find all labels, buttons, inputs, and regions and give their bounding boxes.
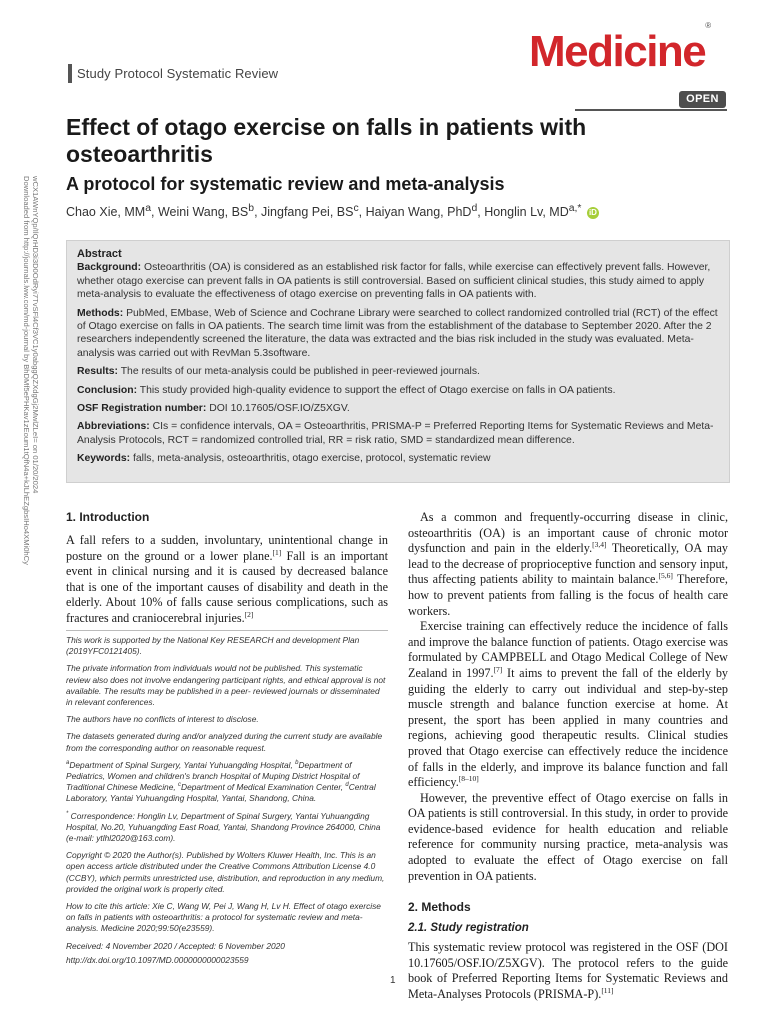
- right-column: [408, 510, 728, 1003]
- affiliation-marker: c: [178, 782, 182, 789]
- left-column: [66, 510, 388, 627]
- footnotes: [66, 635, 388, 972]
- author-affiliation: a,*: [568, 203, 582, 214]
- abstract-osf: [77, 402, 719, 415]
- download-watermark-svg: [18, 176, 40, 646]
- introduction-paragraph: [66, 533, 388, 627]
- privacy-note: The private information from individuals would not be published. This systematic review also does not involve endangering participant rights, and ethical approval is not available. The results may be published in a peer- reviewed journals or disseminated in relevant conferences.: [66, 663, 386, 708]
- citation-note: How to cite this article: Xie C, Wang W, Pei J, Wang H, Lv H. Effect of otago exercise on falls in patients with osteoarthritis: a protocol for systematic review and meta-analysis. Medicine 2020;99:50(e23559).: [66, 901, 381, 934]
- data-availability-note: The datasets generated during and/or analyzed during the current study are available from the corresponding author on reasonable request.: [66, 731, 383, 753]
- right-paragraph-1: [408, 510, 728, 619]
- copyright-note: Copyright © 2020 the Author(s). Published by Wolters Kluwer Health, Inc. This is an open access article distributed under the Creative Commons Attribution License 4.0 (CCBY), which permits unrestricted use, distribution, and reproduction in any medium, provided the original work is properly cited.: [66, 850, 385, 894]
- reference-link[interactable]: [1]: [272, 547, 282, 557]
- affiliation-a: Department of Spinal Surgery, Yantai Yuhuangding Hospital,: [69, 759, 296, 770]
- right-paragraph-4: [408, 940, 728, 1002]
- study-registration-heading: 2.1. Study registration: [408, 922, 529, 935]
- article-type: Study Protocol Systematic Review: [77, 66, 279, 81]
- conflicts-note: The authors have no conflicts of interest to disclose.: [66, 714, 259, 725]
- download-line-1: Downloaded from http://journals.lww.com/md-journal by BhDMf5ePHKav1zEoum1tQfN4a+kJLhEZgbsIHo4XMi0hCy: [22, 176, 31, 565]
- reference-link[interactable]: [5,6]: [658, 571, 673, 581]
- doi-link[interactable]: http://dx.doi.org/10.1097/MD.0000000000023559: [66, 954, 249, 965]
- conclusion-text: This study provided high-quality evidence to support the effect of Otago exercise on falls in OA patients.: [139, 384, 616, 396]
- article-type-bar: [68, 64, 72, 83]
- affiliation-c: Department of Medical Examination Center,: [181, 782, 346, 793]
- affiliation-marker: b: [295, 760, 299, 767]
- author-name: Chao Xie, MM: [66, 205, 146, 220]
- reference-link[interactable]: [2]: [244, 609, 254, 619]
- reference-link[interactable]: [8–10]: [458, 774, 479, 784]
- correspondence-text: Correspondence: Honglin Lv, Department of Spinal Surgery, Yantai Yuhuangding Hospital, No.20, Yuhuangding East Road, Yantai, Shandong Province 264000, China (e-mail: ytlhl2020@163.com).: [66, 810, 381, 844]
- abstract-methods: [77, 307, 719, 361]
- download-watermark: [18, 176, 40, 646]
- background-text: Osteoarthritis (OA) is considered as an established risk factor for falls, while exercise can effectively prevent falls. However, whether otago exercise can prevent falls in OA patients is still controversial. Based on sufficient clinical studies, this study aimed to apply meta-analysis to evaluate the effectiveness of otago exercise on preventing falls in OA patients with.: [77, 262, 711, 301]
- correspondence-marker: *: [66, 810, 69, 817]
- abstract-results: [77, 365, 719, 378]
- correspondence-note: [66, 811, 388, 845]
- methods-text: PubMed, EMbase, Web of Science and Cochrane Library were searched to collect randomized controlled trial (RCT) of the effect of Otago exercise on falls in OA patients. The search time limit was from the establishment of the database to September 2020. After the 2 researchers independently screened the literature, the data was extracted and the bias risk included in the study was evaluated. Meta-analysis was carried out with RevMan 5.3software.: [77, 307, 718, 359]
- results-label: Results:: [77, 366, 118, 378]
- journal-name: Medicine: [529, 27, 706, 76]
- author-name: Honglin Lv, MD: [484, 205, 569, 220]
- keywords-label: Keywords:: [77, 453, 131, 465]
- dates-note: Received: 4 November 2020 / Accepted: 6 November 2020: [66, 940, 285, 951]
- abstract-heading: Abstract: [77, 248, 122, 260]
- author-list: Chao Xie, $MM^a$, Weini Wang, $BS^b$, Jingfang Pei, $BS^c$, Haiyan Wang, PhD$^d$, Honglin Lv, $MD^{a,*}$ iD: [66, 203, 597, 220]
- trademark: ®: [705, 21, 712, 31]
- author-name: Weini Wang, BS: [157, 205, 249, 220]
- affiliation-d: Central Laboratory, Yantai Yuhuangding Hospital, Yantai, Shandong, China.: [66, 782, 376, 804]
- osf-label: OSF Registration number:: [77, 403, 207, 415]
- author-affiliation: d: [471, 203, 478, 214]
- right-text-4: This systematic review protocol was registered in the OSF (DOI 10.17605/OSF.IO/Z5XGV). The protocol refers to the guide book of Preferred Reporting Items for Systematic Reviews and Meta-Analyses Protocols (PRISMA-P).: [408, 940, 728, 1002]
- background-label: Background:: [77, 262, 142, 274]
- reference-link[interactable]: [3,4]: [592, 540, 607, 550]
- open-access-badge: OPEN: [679, 91, 726, 108]
- author-affiliation: c: [353, 203, 359, 214]
- right-text-1c: Therefore, how to prevent patients from falling is the focus of health care workers.: [408, 572, 728, 618]
- right-text-1a: As a common and frequently-occurring disease in clinic, osteoarthritis (OA) is an important cause of chronic motor dysfunction and pain in the elderly.: [408, 510, 728, 556]
- right-text-2b: It aims to prevent the fall of the elderly by guiding the elderly to carry out individual and step-by-step muscle strength and balance function exercise at home. At present, the sport has been applied in many countries and regions, achieving good therapeutic results. Clinical studies proved that Otago exercise can effectively reduce the incidence of falls in the elderly, and improve its balance function and fall efficiency.: [408, 665, 729, 790]
- funding-note: This work is supported by the National Key RESEARCH and development Plan (2019YFC0121405).: [66, 635, 360, 657]
- article-subtitle: A protocol for systematic review and meta-analysis: [66, 174, 505, 194]
- results-text: The results of our meta-analysis could be published in peer-reviewed journals.: [120, 366, 480, 378]
- affiliation-b: Department of Pediatrics, Women and children's branch Hospital of Muping District Hospital of Traditional Chinese Medicine,: [66, 759, 360, 793]
- reference-link[interactable]: [7]: [493, 664, 503, 674]
- article-title: Effect of otago exercise on falls in patients with osteoarthritis: [66, 114, 587, 167]
- abstract-background: [77, 261, 719, 301]
- affiliation-marker: a: [66, 760, 70, 767]
- abbreviations-label: Abbreviations:: [77, 421, 150, 433]
- footnote-rule: [66, 630, 388, 631]
- abstract-box: [66, 240, 730, 483]
- right-paragraph-3: However, the preventive effect of Otago exercise on falls in OA patients is still controversial. In this study, in order to provide evidence-based evidence for health education and reliable reference for community nursing practice, meta-analysis was adopted to evaluate the effect of Otago exercise on fall prevention in OA patients.: [408, 790, 728, 883]
- methods-label: Methods:: [77, 307, 124, 319]
- author-name: Haiyan Wang, PhD: [365, 205, 472, 220]
- header-rule: [575, 109, 727, 111]
- download-line-2: wCX1AWnYQp/IlQrHD3i3D0OdRyi7TvSFl4Cf3VC1y0abggQZXdgGj2MwlZLeI= on 01/20/2024: [31, 176, 40, 494]
- author-affiliation: b: [248, 203, 255, 214]
- right-text-1b: Theoretically, OA may lead to the decrease of proprioceptive function and sensory input, thus affecting patients ability to maintain balance.: [408, 541, 728, 587]
- orcid-icon[interactable]: iD: [588, 208, 597, 218]
- right-paragraph-2: [408, 619, 728, 791]
- keywords-text: falls, meta-analysis, osteoarthritis, otago exercise, protocol, systematic review: [133, 453, 491, 465]
- author-name: Jingfang Pei, BS: [261, 205, 354, 220]
- abstract-conclusion: [77, 384, 719, 397]
- intro-text-2: Fall is an important event in clinical nursing and it is caused by decreased balance that is one of the important causes of disability and death in the elderly. About 10% of falls cause serious complications, such as fractures and craniocerebral injuries.: [66, 548, 388, 625]
- methods-heading: 2. Methods: [408, 900, 471, 915]
- introduction-heading: 1. Introduction: [66, 510, 150, 524]
- reference-link[interactable]: [11]: [601, 985, 614, 995]
- affiliation-marker: d: [345, 782, 349, 789]
- journal-logo: [529, 21, 712, 76]
- page-number: 1: [390, 975, 396, 986]
- abstract-abbreviations: [77, 420, 719, 447]
- abbreviations-text: CIs = confidence intervals, OA = Osteoarthritis, PRISMA-P = Preferred Reporting Items for Systematic Reviews and Meta-Analysis Protocols, RCT = randomized controlled trial, RR = risk ratio, SMD = standardized mean difference.: [77, 421, 714, 446]
- osf-text: DOI 10.17605/OSF.IO/Z5XGV.: [209, 403, 350, 415]
- affiliations-note: [66, 760, 388, 805]
- abstract-keywords: [77, 452, 719, 465]
- author-affiliation: a: [145, 203, 151, 214]
- intro-text-1: A fall refers to a sudden, involuntary, unintentional change in posture on the ground or a lower plane.: [66, 533, 388, 563]
- conclusion-label: Conclusion:: [77, 384, 138, 396]
- right-text-2a: Exercise training can effectively reduce the incidence of falls and improve the balance function of patients. Otago exercise was formulated by CAMPBELL and Otago Medical College of New Zealand in 1997.: [408, 619, 728, 680]
